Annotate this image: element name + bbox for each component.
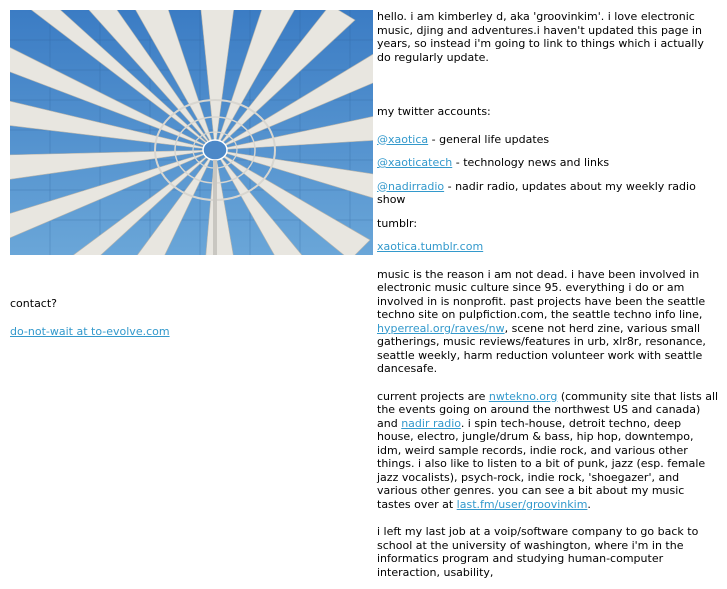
twitter-desc-nadirradio: - nadir radio, updates about my weekly radio show — [377, 179, 696, 206]
projects-paragraph — [377, 390, 719, 512]
twitter-link-xaoticatech[interactable]: @xaoticatech — [377, 156, 453, 169]
contact-email-link[interactable]: do-not-wait at to-evolve.com — [10, 324, 170, 338]
twitter-desc-xaotica: - general life updates — [428, 132, 550, 146]
dome-photo-graphic — [10, 10, 373, 255]
twitter-desc-xaoticatech: - technology news and links — [452, 156, 610, 169]
lastfm-link[interactable]: last.fm/user/groovinkim — [456, 497, 588, 511]
twitter-link-nadirradio[interactable]: @nadirradio — [377, 179, 445, 193]
music-paragraph — [377, 268, 719, 376]
music-text-2: , scene not herd zine, various small gatherings, music reviews/features in urb, xlr8r, resonance, seattle weekly, harm reduction volunteer work with seattle dancesafe. — [377, 321, 706, 375]
projects-text-1: current projects are — [377, 389, 489, 403]
contact-section — [10, 297, 370, 352]
tumblr-heading: tumblr: — [377, 216, 418, 230]
intro-paragraph: hello. i am kimberley d, aka 'groovinkim'. i love electronic music, djing and adventures.i haven't updated this page in years, so instead i'm going to link to things which i actually do regularly update. — [377, 10, 704, 64]
music-text-1: music is the reason i am not dead. i have been involved in electronic music culture since 95. everything i do or am involved in is nonprofit. past projects have been the seattle techno site on pulpfiction.com, the seattle techno info line, — [377, 267, 706, 321]
nadir-radio-link[interactable]: nadir radio — [401, 416, 461, 430]
content-column — [377, 10, 719, 589]
projects-text-3: . i spin tech-house, detroit techno, deep house, electro, jungle/drum & bass, hip hop, downtempo, idm, weird sample records, indie rock, and various other things. i also like to listen to a bit of punk, jazz (esp. female jazz vocalists), psych-rock, indie rock, 'shoegazer', and various other genres. you can see a bit about my music tastes over at — [377, 416, 706, 511]
contact-label: contact? — [10, 297, 58, 310]
projects-text-2: (community site that lists all the events going on around the northwest US and canada) and — [377, 389, 719, 430]
tumblr-link[interactable]: xaotica.tumblr.com — [377, 240, 484, 253]
dome-photo — [10, 10, 373, 255]
twitter-link-xaotica[interactable]: @xaotica — [377, 132, 429, 146]
hyperreal-link[interactable]: hyperreal.org/raves/nw — [377, 321, 505, 335]
job-paragraph: i left my last job at a voip/software company to go back to school at the university of washington, where i'm in the informatics program and studying human-computer interaction, usability, — [377, 525, 699, 579]
twitter-heading: my twitter accounts: — [377, 105, 491, 118]
projects-text-4: . — [587, 497, 591, 511]
nwtekno-link[interactable]: nwtekno.org — [488, 389, 558, 403]
